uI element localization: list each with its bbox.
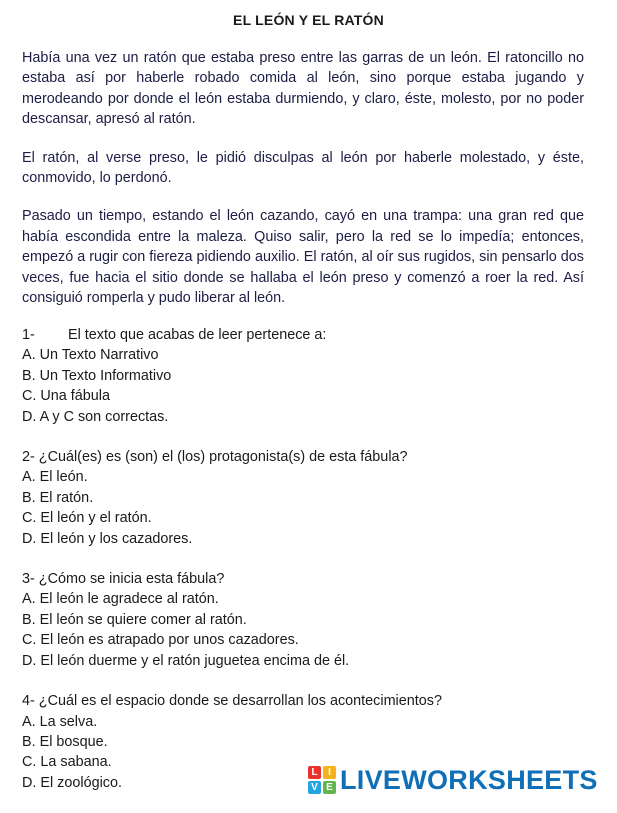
question-1-option-c[interactable]: C. Una fábula [22, 388, 110, 405]
logo-mark-e: E [323, 781, 336, 794]
question-4-option-c[interactable]: C. La sabana. [22, 754, 112, 771]
questions-section [22, 325, 602, 813]
question-2-option-a[interactable]: A. El león. [22, 469, 88, 486]
liveworksheets-logo-text: LIVEWORKSHEETS [340, 764, 598, 795]
question-1 [22, 325, 602, 427]
logo-mark-i: I [323, 766, 336, 779]
question-4-option-b[interactable]: B. El bosque. [22, 733, 108, 750]
question-1-number: 1- [22, 327, 35, 343]
question-1-option-d[interactable]: D. A y C son correctas. [22, 408, 169, 425]
logo-mark-v: V [308, 781, 321, 794]
question-3-option-b[interactable]: B. El león se quiere comer al ratón. [22, 611, 247, 628]
question-1-prompt: El texto que acabas de leer pertenece a: [68, 327, 327, 343]
question-1-option-a[interactable]: A. Un Texto Narrativo [22, 347, 159, 364]
question-1-text [22, 325, 602, 345]
question-3-option-a[interactable]: A. El león le agradece al ratón. [22, 591, 219, 608]
question-2-option-b[interactable]: B. El ratón. [22, 489, 94, 506]
story-paragraph-1: Había una vez un ratón que estaba preso entre las garras de un león. El ratoncillo no estaba así por haberle robado comida al león, sino porque estaba jugando y merodeando por donde el león estaba durmiendo, y claro, éste, molesto, por no poder descansar, apresó al ratón. [22, 50, 584, 128]
question-2 [22, 447, 602, 549]
question-2-option-d[interactable]: D. El león y los cazadores. [22, 530, 193, 547]
question-3-option-d[interactable]: D. El león duerme y el ratón juguetea encima de él. [22, 652, 350, 669]
liveworksheets-logo-icon [308, 766, 336, 794]
story-text [22, 48, 584, 326]
question-3-option-c[interactable]: C. El león es atrapado por unos cazadores. [22, 632, 299, 649]
question-4-text: 4- ¿Cuál es el espacio donde se desarrollan los acontecimientos? [22, 693, 442, 710]
question-3-text: 3- ¿Cómo se inicia esta fábula? [22, 571, 225, 588]
page-title: EL LEÓN Y EL RATÓN [233, 12, 384, 28]
logo-mark-l: L [308, 766, 321, 779]
story-paragraph-3: Pasado un tiempo, estando el león cazando, cayó en una trampa: una gran red que había escondida entre la maleza. Quiso salir, pero la red se lo impedía; entonces, empezó a rugir con fiereza pidiendo auxilio. El ratón, al oír sus rugidos, sin pensarlo dos veces, fue hacia el sitio donde se hallaba el león preso y comenzó a roer la red. Así consiguió romperla y pudo liberar al león. [22, 208, 584, 307]
liveworksheets-logo[interactable] [308, 764, 598, 796]
question-2-option-c[interactable]: C. El león y el ratón. [22, 510, 152, 527]
question-3 [22, 569, 602, 671]
question-1-option-b[interactable]: B. Un Texto Informativo [22, 367, 172, 384]
story-paragraph-2: El ratón, al verse preso, le pidió disculpas al león por haberle molestado, y éste, conmovido, lo perdonó. [22, 149, 584, 187]
question-4-option-d[interactable]: D. El zoológico. [22, 774, 122, 791]
question-4-option-a[interactable]: A. La selva. [22, 713, 98, 730]
question-2-text: 2- ¿Cuál(es) es (son) el (los) protagonista(s) de esta fábula? [22, 449, 408, 466]
